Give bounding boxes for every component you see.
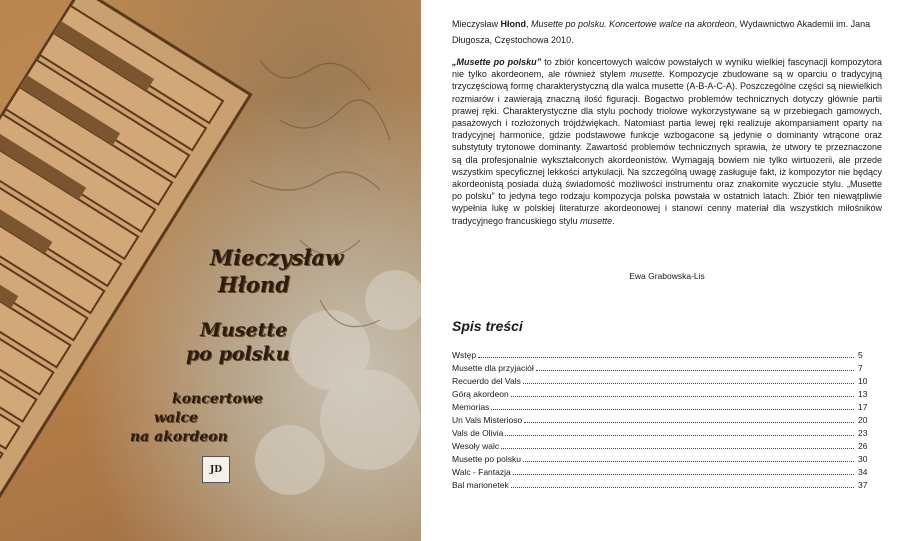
toc-item-page: 17 bbox=[858, 402, 868, 412]
citation-author-bold: Hłond bbox=[500, 19, 527, 29]
toc-item-page: 20 bbox=[858, 415, 868, 425]
toc-item-page: 23 bbox=[858, 428, 868, 438]
paragraph-part3: . bbox=[612, 215, 615, 226]
citation-publisher: , Wydawnictwo Akademii im. Jana Długosza, Częstochowa 2010. bbox=[452, 19, 871, 45]
toc-item bbox=[452, 467, 882, 480]
toc-title: Spis treści bbox=[452, 318, 523, 334]
toc-leader-dots bbox=[511, 487, 854, 488]
toc-item-label: Musette dla przyjaciół bbox=[452, 363, 534, 373]
citation-title: Musette po polsku. Koncertowe walce na akordeon bbox=[531, 19, 735, 29]
table-of-contents bbox=[452, 350, 882, 493]
toc-item bbox=[452, 480, 882, 493]
description-paragraph bbox=[452, 56, 882, 227]
word-musette: musette bbox=[630, 69, 663, 80]
toc-item-label: Musette po polsku bbox=[452, 454, 521, 464]
cover-author-last: Hłond bbox=[218, 272, 290, 297]
quote-title: „Musette po polsku” bbox=[452, 57, 542, 67]
toc-item-page: 5 bbox=[858, 350, 863, 360]
toc-item bbox=[452, 350, 882, 363]
toc-leader-dots bbox=[524, 422, 854, 423]
cover-title-line2: po polsku bbox=[186, 343, 290, 365]
toc-item bbox=[452, 454, 882, 467]
citation bbox=[452, 16, 882, 48]
toc-item-page: 34 bbox=[858, 467, 868, 477]
description-page bbox=[452, 0, 882, 541]
toc-item-page: 26 bbox=[858, 441, 868, 451]
toc-item-label: Recuerdo del Vals bbox=[452, 376, 521, 386]
toc-leader-dots bbox=[501, 448, 854, 449]
signature: Ewa Grabowska-Lis bbox=[629, 271, 705, 281]
toc-item-label: Bal marionetek bbox=[452, 480, 509, 490]
toc-item-label: Un Vals Misterioso bbox=[452, 415, 523, 425]
toc-leader-dots bbox=[505, 435, 854, 436]
book-cover bbox=[0, 0, 421, 541]
toc-item-label: Vals de Olivia bbox=[452, 428, 504, 438]
toc-leader-dots bbox=[523, 461, 854, 462]
paragraph-part1: to zbiór koncertowych walców powstałych w wyniku wielkiej fascynacji kompozytora nie tylko akordeonem, ale również stylem bbox=[452, 57, 882, 80]
toc-item-label: Górą akordeon bbox=[452, 389, 509, 399]
toc-item bbox=[452, 389, 882, 402]
toc-leader-dots bbox=[536, 370, 854, 371]
toc-item-page: 10 bbox=[858, 376, 868, 386]
toc-item-label: Wesoły walc bbox=[452, 441, 500, 451]
publisher-logo: JD bbox=[202, 456, 230, 483]
citation-author: Mieczysław bbox=[452, 19, 501, 29]
toc-leader-dots bbox=[478, 357, 854, 358]
toc-item bbox=[452, 402, 882, 415]
toc-item bbox=[452, 376, 882, 389]
toc-item-page: 7 bbox=[858, 363, 863, 373]
toc-item-label: Wstęp bbox=[452, 350, 477, 360]
toc-leader-dots bbox=[523, 383, 854, 384]
cover-subtitle-line2: walce bbox=[154, 410, 198, 426]
cover-subtitle-line3: na akordeon bbox=[130, 429, 228, 445]
toc-item-page: 37 bbox=[858, 480, 868, 490]
toc-item bbox=[452, 428, 882, 441]
toc-leader-dots bbox=[491, 409, 854, 410]
toc-leader-dots bbox=[511, 396, 854, 397]
toc-item bbox=[452, 441, 882, 454]
citation-sep: , bbox=[526, 19, 532, 29]
cover-title bbox=[186, 318, 289, 366]
cover-title-line1: Musette bbox=[200, 319, 288, 341]
toc-item-page: 30 bbox=[858, 454, 868, 464]
toc-item bbox=[452, 415, 882, 428]
paragraph-part2: . Kompozycje zbudowane są w oparciu o tradycyjną trzyczęściową formę charakterystyczną dla walca musette (A-B-A-C-A). Poszczególne części są niewielkich rozmiarów i zawierają znaczną ilość figuracji. Bogactwo problemów technicznych dotyczy głównie partii prawej ręki. Charakterystyczne dla stylu pochody triolowe wykorzystywane są w przebiegach gamowych, pasażowych i rozłożonych trójdźwiękach. Natomiast partia lewej ręki realizuje akompaniament oparty na tradycyjnej harmonice, gdzie podstawowe funkcje wzbogacone są jedynie o dominanty wtrącone oraz substytuty trytonowe dominanty. Zawartość problemów technicznych sprawia, że utwory te przeznaczone są dla profesjonalnie wykształconych akordeonistów. Wymagają bowiem nie tylko wirtuozerii, ale przede wszystkim specyficznej lekkości artykulacji. Na szczególną uwagę zasługuje fakt, iż kompozytor nie będący akordeonistą posiada dużą świadomość możliwości instrumentu oraz znakomite wyczucie stylu. „Musette po polsku” to jedyna tego rodzaju kompozycja polska powstała w ostatnich latach. Zbiór ten niewątpliwie wypełnia lukę w polskiej literaturze akordeonowej i stanowi cenny materiał dla wszystkich miłośników tradycyjnego francuskiego stylu bbox=[452, 69, 883, 226]
cover-author bbox=[210, 244, 343, 298]
word-musette-end: musette bbox=[580, 215, 613, 226]
toc-leader-dots bbox=[513, 474, 854, 475]
cover-subtitle bbox=[130, 390, 263, 447]
toc-item-label: Memorias bbox=[452, 402, 490, 412]
cover-subtitle-line1: koncertowe bbox=[172, 391, 263, 407]
toc-item-page: 13 bbox=[858, 389, 868, 399]
toc-item bbox=[452, 363, 882, 376]
cover-author-first: Mieczysław bbox=[210, 245, 344, 270]
toc-item-label: Walc - Fantazja bbox=[452, 467, 511, 477]
